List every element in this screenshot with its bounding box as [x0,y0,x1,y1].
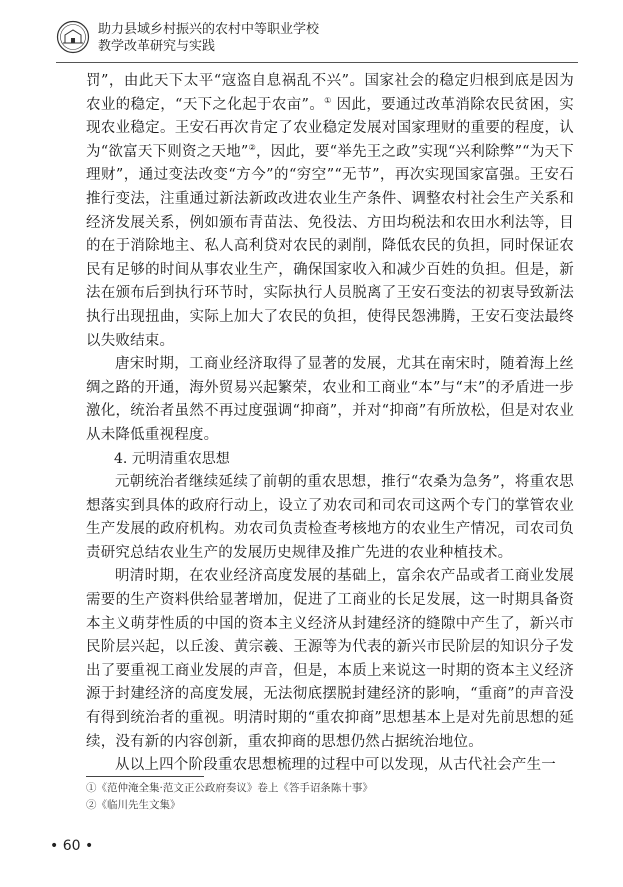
running-header [56,18,586,58]
paragraph-3: 元朝统治者继续延续了前朝的重农思想，推行“农桑为急务”，将重农思想落实到具体的政府行动上，设立了劝农司和司农司这两个专门的掌管农业生产发展的政府机构。劝农司负责检查考核地方的农业生产情况，司农司负责研究总结农业生产的发展历史规律及推广先进的农业种植技术。 [86,474,574,561]
header-title-line2: 教学改革研究与实践 [98,39,216,54]
header-title-line1: 助力县域乡村振兴的农村中等职业学校 [98,22,320,37]
footnote-ref-2: ② [248,142,256,152]
footnote-2: ②《临川先生文集》 [86,799,181,811]
main-text [86,70,574,778]
school-logo-icon [56,20,90,54]
paragraph-1-text-b: 因此，要通过改革消除农民贫困，实现农业稳定。王安石再次肯定了农业稳定发展对国家理财的重要的程度，认为“欲富天下则资之天地” [86,96,574,160]
paragraph-1-text-c: ，因此，要“举先王之政”实现“兴利除弊”“为天下理财”，通过变法改变“方今”的“穷空”“无节”，再次实现国家富强。王安石推行变法，注重通过新法新政改进农业生产条件、调整农村社会生产关系和经济发展关系，例如颁布青苗法、免役法、方田均税法和农田水利法等，目的在于消除地主、私人高利贷对农民的剥削，降低农民的负担，同时保证农民有足够的时间从事农业生产，确保国家收入和减少百姓的负担。但是，新法在颁布后到执行环节时，实际执行人员脱离了王安石变法的初衷导致新法执行出现扭曲，实际上加大了农民的负担，使得民怨沸腾，王安石变法最终以失败结束。 [86,143,574,349]
paragraph-5: 从以上四个阶段重农思想梳理的过程中可以发现，从古代社会产生一 [115,757,556,774]
paragraph-2: 唐宋时期，工商业经济取得了显著的发展，尤其在南宋时，随着海上丝绸之路的开通，海外贸易兴起繁荣，农业和工商业“本”与“末”的矛盾进一步激化，统治者虽然不再过度强调“抑商”，并对“抑商”有所放松，但是对农业从未降低重视程度。 [86,356,574,443]
footnote-divider [86,776,204,777]
header-divider [56,62,578,63]
footnote-ref-1: ① [324,95,332,105]
paragraph-1 [86,70,574,353]
section-heading: 4. 元明清重农思想 [114,450,230,467]
footnote-1: ①《范仲淹全集·范文正公政府奏议》卷上《答手诏条陈十事》 [86,782,373,794]
paragraph-4: 明清时期，在农业经济高度发展的基础上，富余农产品或者工商业发展需要的生产资料供给显著增加，促进了工商业的长足发展，这一时期具备资本主义萌芽性质的中国的资本主义经济从封建经济的缝隙中产生了，新兴市民阶层兴起，以丘浚、黄宗羲、王源等为代表的新兴市民阶层的知识分子发出了要重视工商业发展的声音，但是，本质上来说这一时期的资本主义经济源于封建经济的高度发展，无法彻底摆脱封建经济的影响，“重商”的声音没有得到统治者的重视。明清时期的“重农抑商”思想基本上是对先前思想的延续，没有新的内容创新，重农抑商的思想仍然占据统治地位。 [86,568,574,750]
paragraph-1-text-a: 罚”，由此天下太平“寇盗自息祸乱不兴”。国家社会的稳定归根到底是因为农业的稳定，“天下之化起于农亩”。 [86,73,574,113]
page-number: • 60 • [50,838,94,854]
header-title [98,21,319,55]
